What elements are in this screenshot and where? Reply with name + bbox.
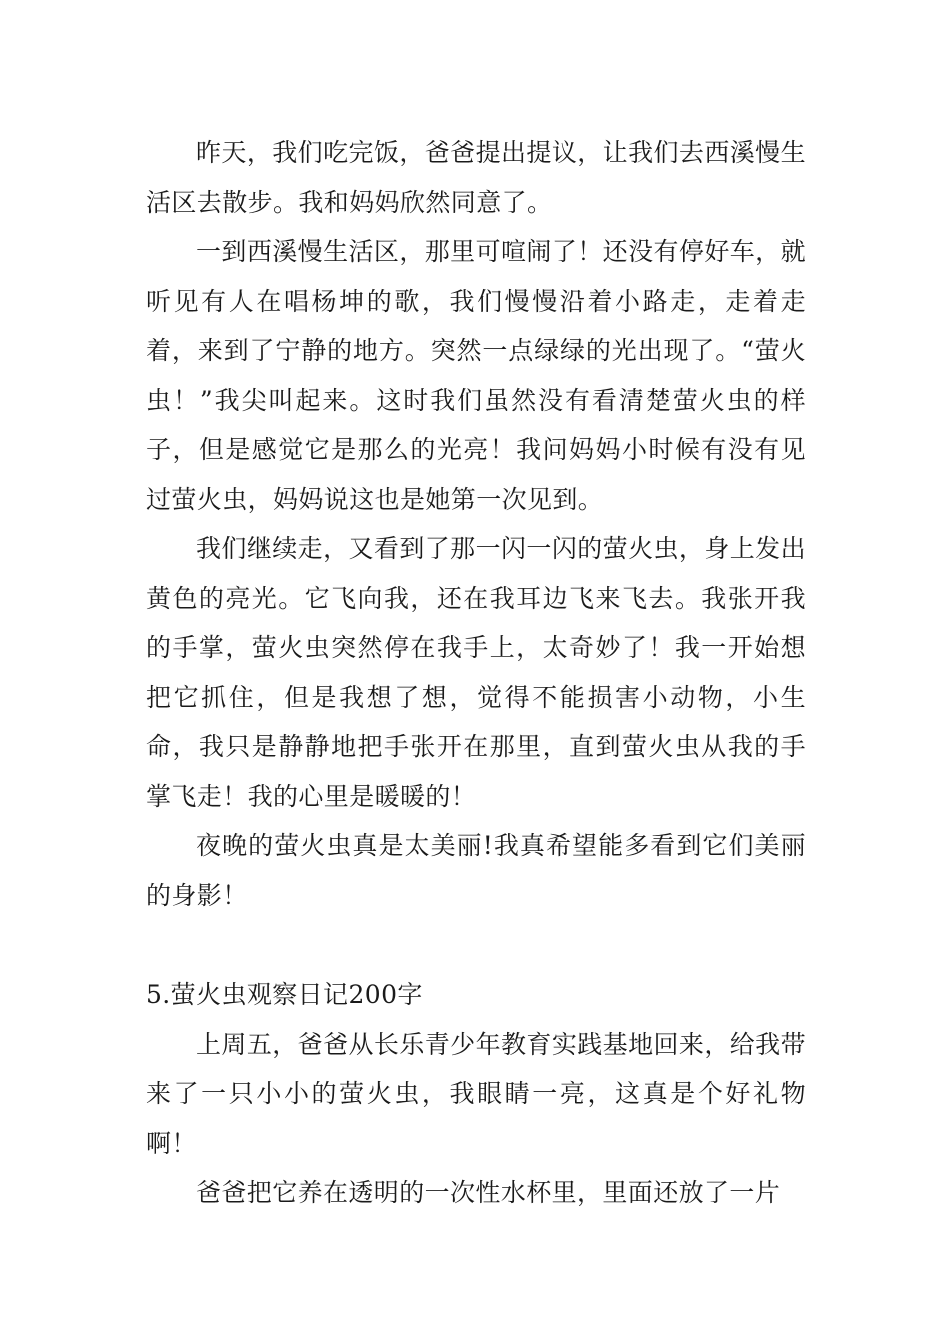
- paragraph-1: 昨天，我们吃完饭，爸爸提出提议，让我们去西溪慢生活区去散步。我和妈妈欣然同意了。: [146, 138, 806, 217]
- document-page: [146, 128, 806, 1218]
- section-heading: 5.萤火虫观察日记200字: [146, 980, 423, 1009]
- paragraph-4: 夜晚的萤火虫真是太美丽!我真希望能多看到它们美丽的身影！: [146, 831, 806, 910]
- paragraph-6: 爸爸把它养在透明的一次性水杯里，里面还放了一片: [196, 1178, 781, 1207]
- paragraph-3: 我们继续走，又看到了那一闪一闪的萤火虫，身上发出黄色的亮光。它飞向我，还在我耳边飞来飞去。我张开我的手掌，萤火虫突然停在我手上，太奇妙了！我一开始想把它抓住，但是我想了想，觉得不能损害小动物，小生命，我只是静静地把手张开在那里，直到萤火虫从我的手掌飞走！我的心里是暖暖的！: [146, 534, 806, 811]
- paragraph-2: 一到西溪慢生活区，那里可喧闹了！还没有停好车，就听见有人在唱杨坤的歌，我们慢慢沿着小路走，走着走着，来到了宁静的地方。突然一点绿绿的光出现了。“萤火虫！”我尖叫起来。这时我们虽然没有看清楚萤火虫的样子，但是感觉它是那么的光亮！我问妈妈小时候有没有见过萤火虫，妈妈说这也是她第一次见到。: [146, 237, 806, 514]
- paragraph-5: 上周五，爸爸从长乐青少年教育实践基地回来，给我带来了一只小小的萤火虫，我眼睛一亮，这真是个好礼物啊！: [146, 1029, 806, 1158]
